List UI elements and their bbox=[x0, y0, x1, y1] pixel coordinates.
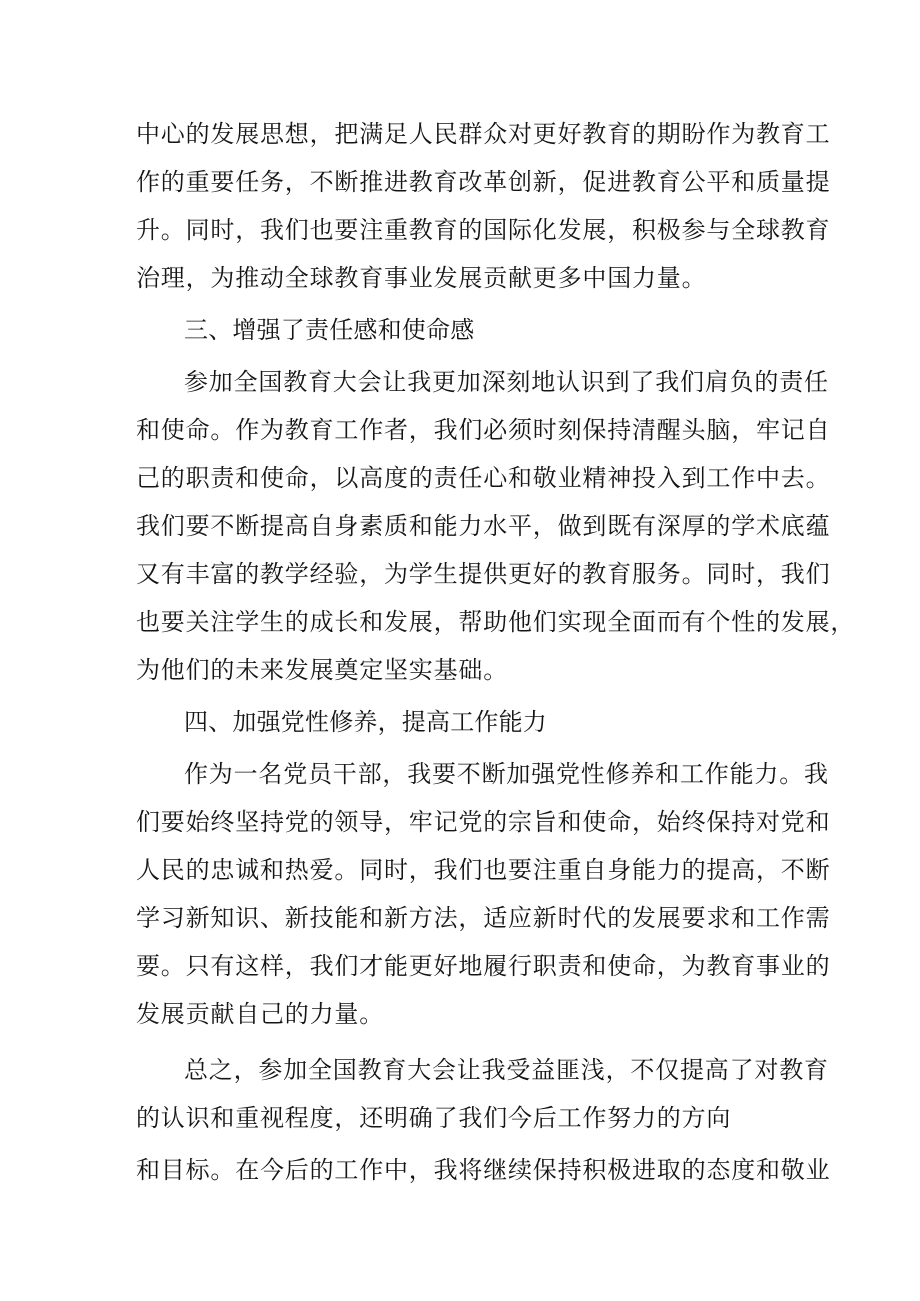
section4-paragraph-line-3: 人民的忠诚和热爱。同时，我们也要注重自身能力的提高，不断 bbox=[136, 856, 831, 884]
section-heading-4: 四、加强党性修养，提高工作能力 bbox=[184, 708, 547, 736]
section4-paragraph-line-1: 作为一名党员干部，我要不断加强党性修养和工作能力。我 bbox=[184, 760, 829, 788]
section3-paragraph-line-4: 我们要不断提高自身素质和能力水平，做到既有深厚的学术底蕴 bbox=[136, 512, 831, 540]
intro-line-4: 治理，为推动全球教育事业发展贡献更多中国力量。 bbox=[136, 264, 707, 292]
section3-paragraph-line-3: 己的职责和使命，以高度的责任心和敬业精神投入到工作中去。 bbox=[136, 464, 831, 492]
section3-paragraph-line-6: 也要关注学生的成长和发展，帮助他们实现全面而有个性的发展， bbox=[136, 608, 856, 636]
intro-line-3: 升。同时，我们也要注重教育的国际化发展，积极参与全球教育 bbox=[136, 216, 831, 244]
intro-line-2: 作的重要任务，不断推进教育改革创新，促进教育公平和质量提 bbox=[136, 168, 831, 196]
section4-paragraph-line-2: 们要始终坚持党的领导，牢记党的宗旨和使命，始终保持对党和 bbox=[136, 808, 831, 836]
section3-paragraph-line-2: 和使命。作为教育工作者，我们必须时刻保持清醒头脑，牢记自 bbox=[136, 416, 831, 444]
section4-paragraph-line-5: 要。只有这样，我们才能更好地履行职责和使命，为教育事业的 bbox=[136, 952, 831, 980]
section3-paragraph-line-7: 为他们的未来发展奠定坚实基础。 bbox=[136, 656, 508, 684]
section-heading-3: 三、增强了责任感和使命感 bbox=[184, 316, 475, 344]
document-body bbox=[136, 110, 856, 1194]
intro-line-1: 中心的发展思想，把满足人民群众对更好教育的期盼作为教育工 bbox=[136, 120, 831, 148]
section4-paragraph-line-6: 发展贡献自己的力量。 bbox=[136, 1000, 384, 1028]
conclusion-line-2: 的认识和重视程度，还明确了我们今后工作努力的方向 bbox=[136, 1104, 732, 1132]
conclusion-line-1: 总之，参加全国教育大会让我受益匪浅，不仅提高了对教育 bbox=[184, 1056, 829, 1084]
conclusion-line-3: 和目标。在今后的工作中，我将继续保持积极进取的态度和敬业 bbox=[136, 1156, 831, 1184]
section4-paragraph-line-4: 学习新知识、新技能和新方法，适应新时代的发展要求和工作需 bbox=[136, 904, 831, 932]
section3-paragraph-line-5: 又有丰富的教学经验，为学生提供更好的教育服务。同时，我们 bbox=[136, 560, 831, 588]
section3-paragraph-line-1: 参加全国教育大会让我更加深刻地认识到了我们肩负的责任 bbox=[184, 368, 829, 396]
